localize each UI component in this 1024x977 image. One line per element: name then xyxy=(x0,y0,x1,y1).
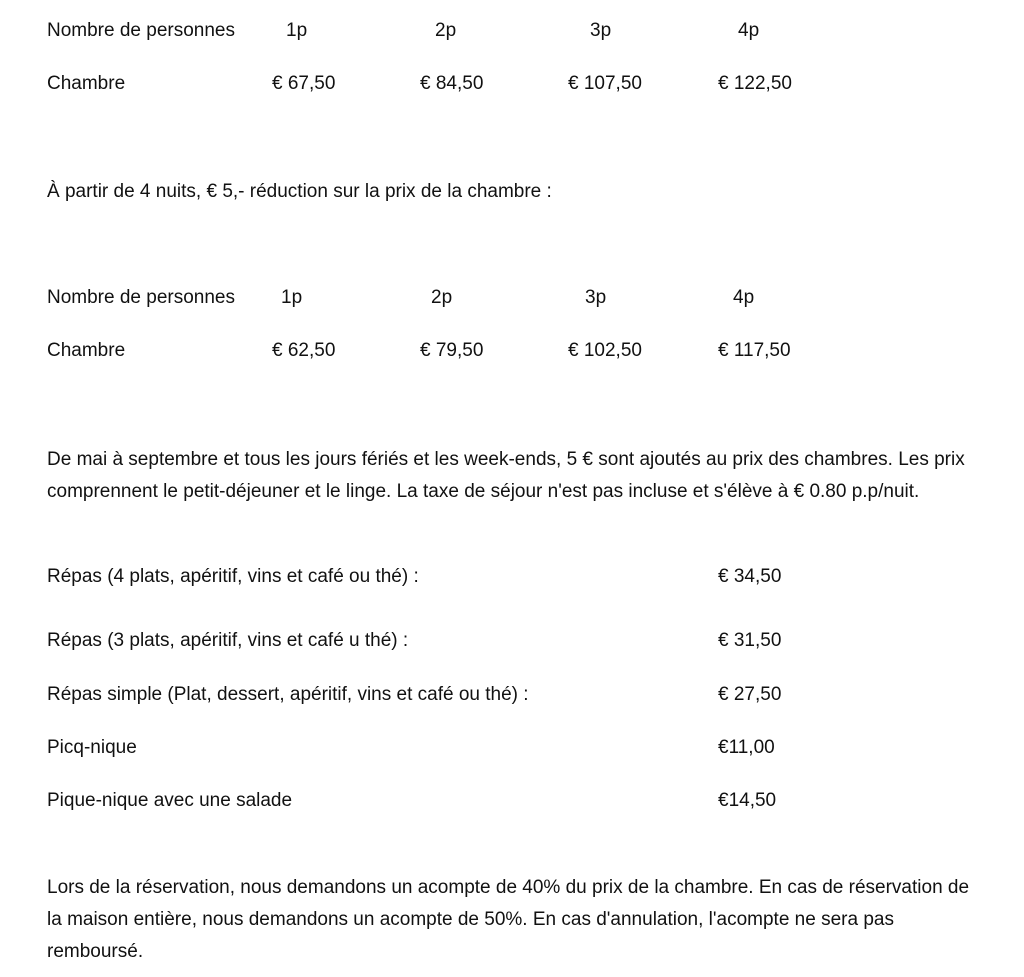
meal-label: Répas simple (Plat, dessert, apéritif, vins et café ou thé) : xyxy=(47,684,529,705)
meal-price: € 27,50 xyxy=(718,684,782,705)
row-label-chambre: Chambre xyxy=(47,73,126,94)
column-header-4p: 4p xyxy=(733,287,755,308)
meal-price: € 34,50 xyxy=(718,566,782,587)
column-header-4p: 4p xyxy=(738,20,760,41)
meal-price: €14,50 xyxy=(718,790,777,811)
meal-label: Picq-nique xyxy=(47,737,137,758)
price-cell: € 79,50 xyxy=(420,340,484,361)
table-header-label: Nombre de personnes xyxy=(47,20,235,41)
column-header-1p: 1p xyxy=(281,287,303,308)
price-cell: € 102,50 xyxy=(568,340,642,361)
meal-label: Répas (3 plats, apéritif, vins et café u thé) : xyxy=(47,630,409,651)
price-cell: € 84,50 xyxy=(420,73,484,94)
column-header-2p: 2p xyxy=(435,20,457,41)
column-header-1p: 1p xyxy=(286,20,308,41)
price-cell: € 67,50 xyxy=(272,73,336,94)
column-header-3p: 3p xyxy=(590,20,612,41)
meal-price: € 31,50 xyxy=(718,630,782,651)
price-cell: € 122,50 xyxy=(718,73,792,94)
table-header-label: Nombre de personnes xyxy=(47,287,235,308)
price-cell: € 62,50 xyxy=(272,340,336,361)
discount-note: À partir de 4 nuits, € 5,- réduction sur la prix de la chambre : xyxy=(47,181,552,202)
column-header-3p: 3p xyxy=(585,287,607,308)
meal-label: Répas (4 plats, apéritif, vins et café ou thé) : xyxy=(47,566,419,587)
season-note-paragraph: De mai à septembre et tous les jours fériés et les week-ends, 5 € sont ajoutés au prix des chambres. Les prix comprennent le petit-déjeuner et le linge. La taxe de séjour n'est pas incluse et s'élève à € 0.80 p.p/nuit. xyxy=(47,449,965,502)
price-cell: € 107,50 xyxy=(568,73,642,94)
meal-price: €11,00 xyxy=(718,737,775,758)
row-label-chambre: Chambre xyxy=(47,340,126,361)
reservation-note-paragraph: Lors de la réservation, nous demandons un acompte de 40% du prix de la chambre. En cas de réservation de la maison entière, nous demandons un acompte de 50%. En cas d'annulation, l'acompte ne sera pas remboursé. xyxy=(47,877,970,962)
meal-label: Pique-nique avec une salade xyxy=(47,790,293,811)
price-cell: € 117,50 xyxy=(718,340,791,361)
column-header-2p: 2p xyxy=(431,287,453,308)
